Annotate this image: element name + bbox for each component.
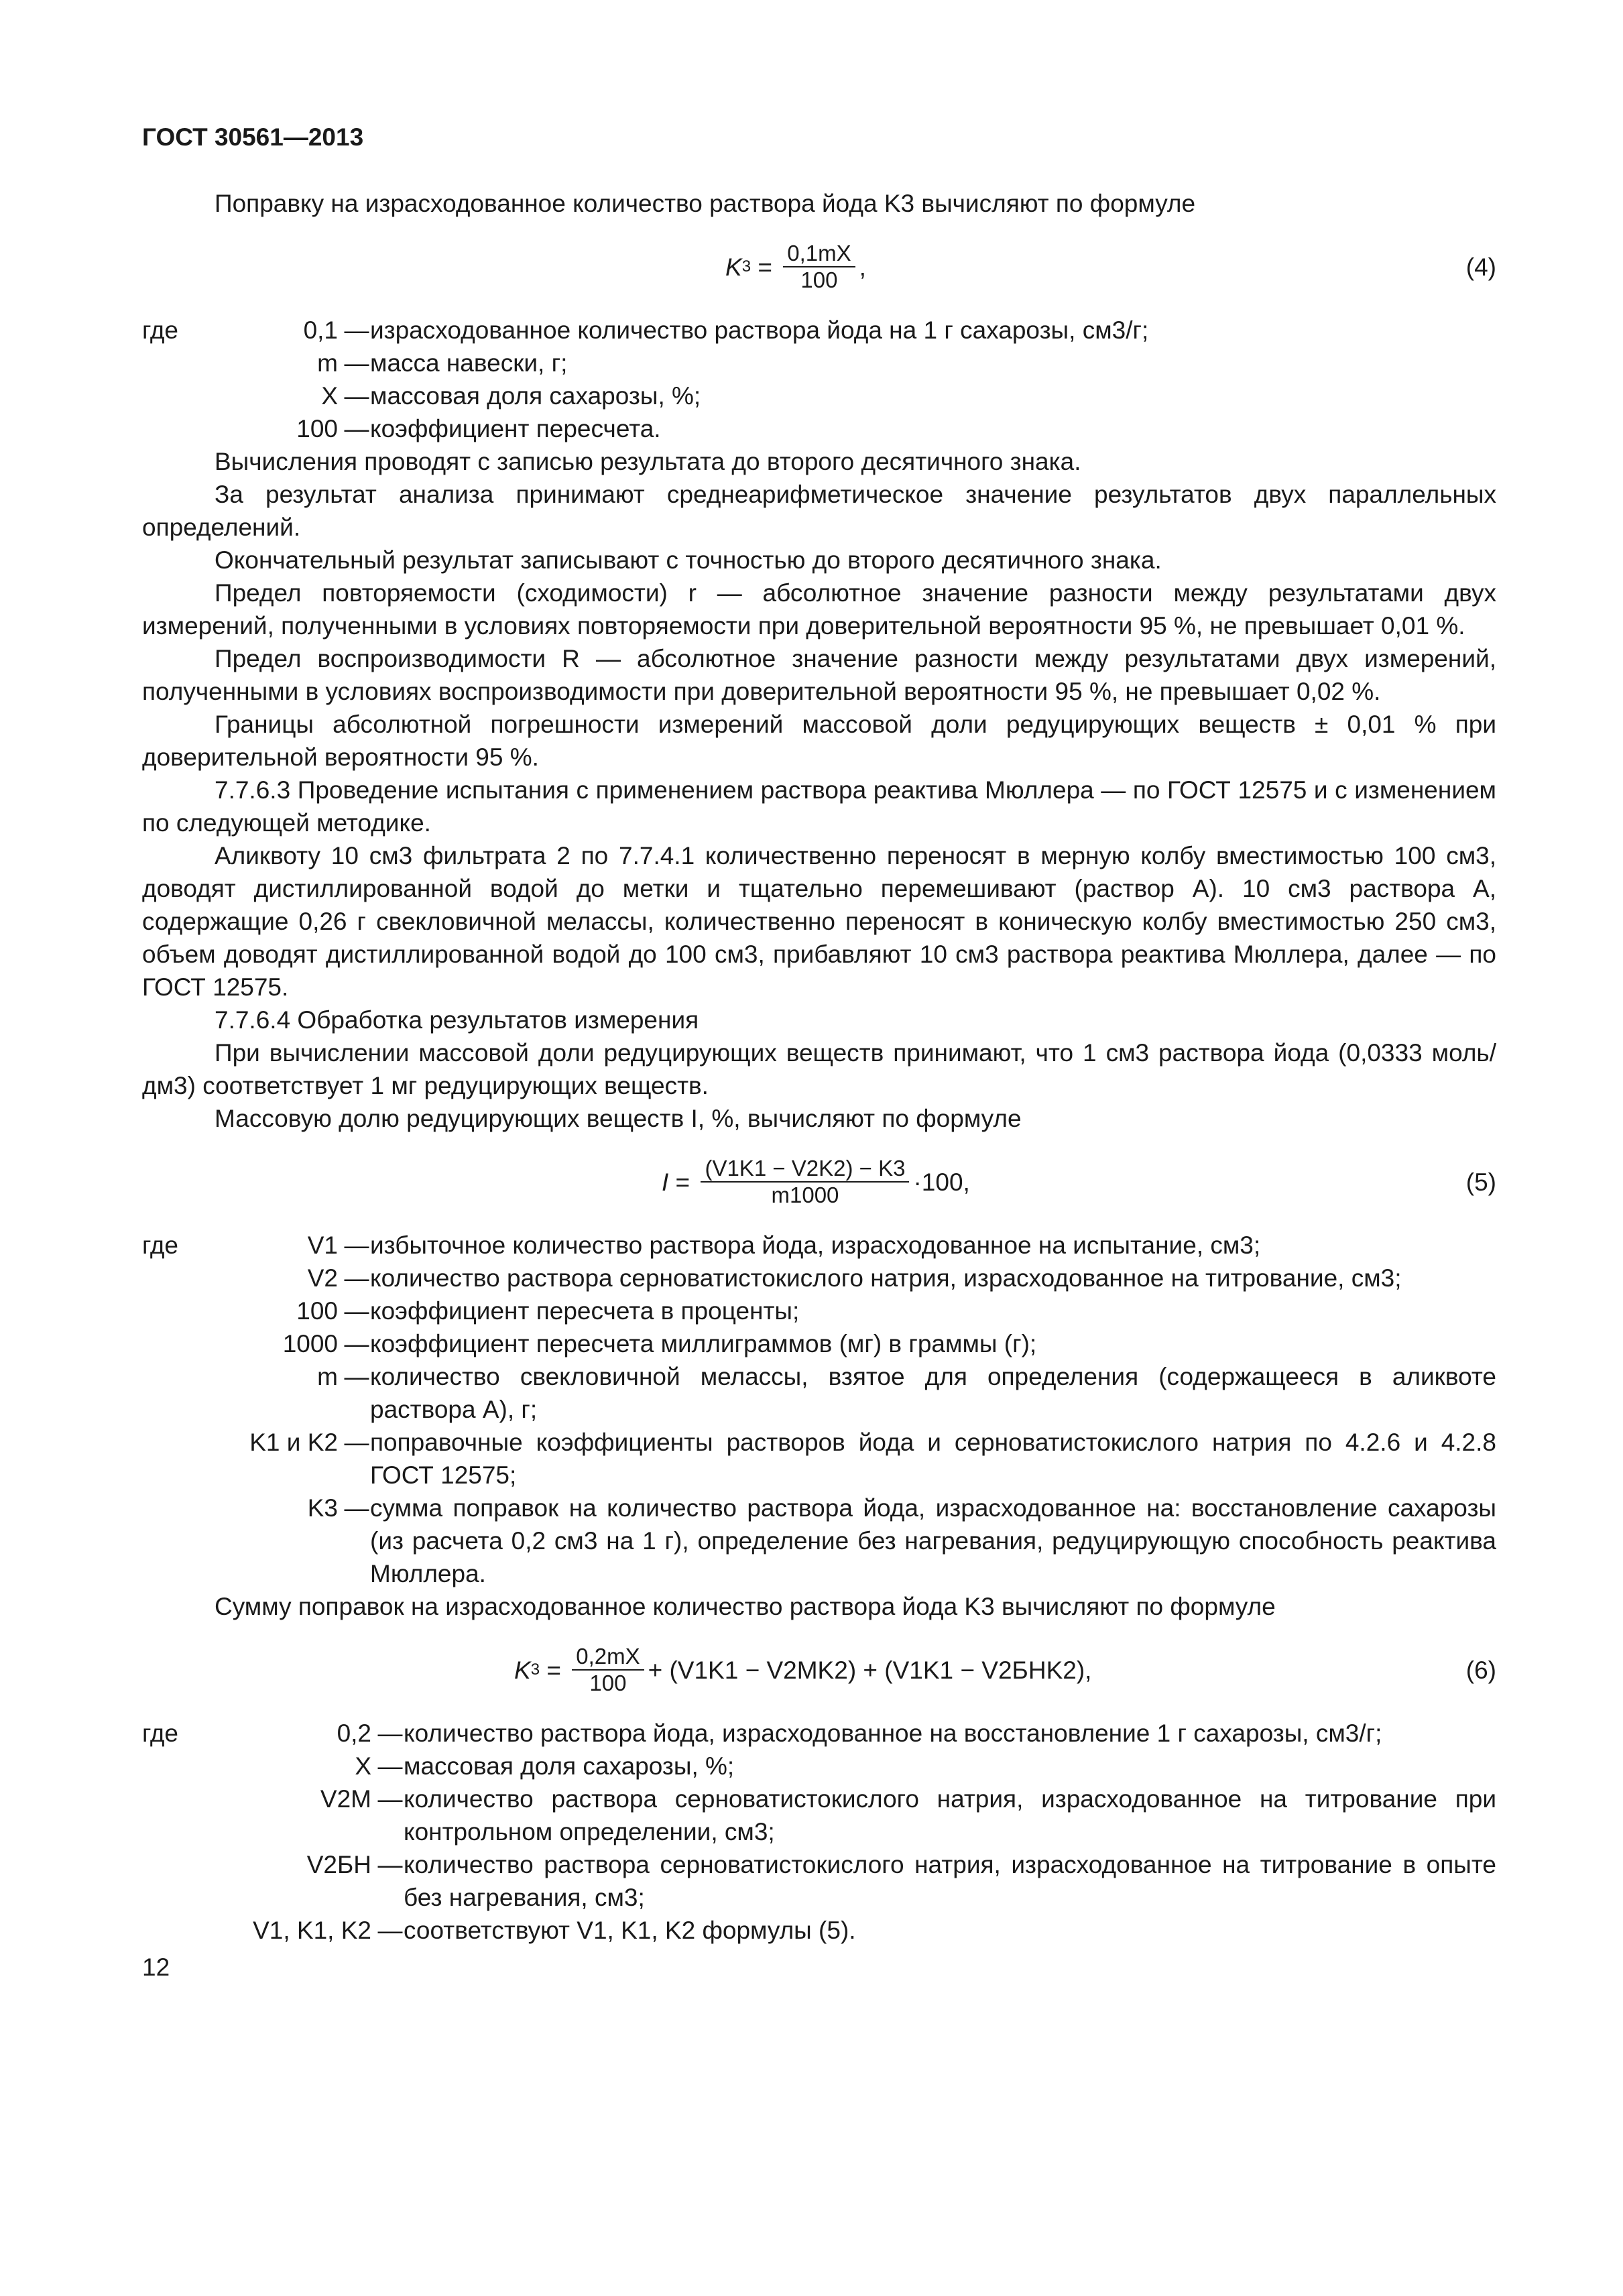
section-7-7-6-4-title: 7.7.6.4 Обработка результатов измерения bbox=[215, 1006, 699, 1034]
where-row: V1, K1, K2 — соответствуют V1, K1, K2 формулы (5). bbox=[142, 1914, 1496, 1947]
formula-4: K 3 = $\frac{0,1mX}{100}$ , (4) bbox=[725, 241, 1496, 292]
formula-4-denominator: 100 bbox=[800, 267, 838, 292]
where-row: 100 — коэффициент пересчета. bbox=[142, 412, 1496, 445]
paragraph: Предел повторяемости (сходимости) r — абсолютное значение разности между результатами двух измерений, полученными в условиях повторяемости при доверительной вероятности 95 %, не превышает 0,01 %. bbox=[142, 579, 1496, 640]
where-definition: коэффициент пересчета в проценты; bbox=[370, 1297, 800, 1325]
paragraph: Границы абсолютной погрешности измерений массовой доли редуцирующих веществ ± 0,01 % при доверительной вероятности 95 %. bbox=[142, 711, 1496, 771]
where-symbol: K3 bbox=[307, 1494, 338, 1522]
page-number: 12 bbox=[142, 1953, 170, 1981]
where-word: где bbox=[142, 1719, 179, 1747]
section-7-7-6-3: 7.7.6.3 Проведение испытания с применением раствора реактива Мюллера — по ГОСТ 12575 и с изменением по следующей методике. bbox=[142, 776, 1496, 837]
paragraph: Поправку на израсходованное количество раствора йода K3 вычисляют по формуле bbox=[215, 190, 1196, 217]
formula-6-fraction bbox=[572, 1644, 644, 1696]
where-definition: поправочные коэффициенты растворов йода и серноватистокислого натрия по 4.2.6 и 4.2.8 ГОСТ 12575; bbox=[370, 1429, 1496, 1489]
where-row: K3 — сумма поправок на количество раствора йода, израсходованное на: восстановление сахарозы (из расчета 0,2 см3 на 1 г), определение без нагревания, редуцирующую способность реактива Мюллера. bbox=[142, 1492, 1496, 1590]
where-symbol: 1000 bbox=[282, 1330, 338, 1357]
where-row: 1000 — коэффициент пересчета миллиграммов (мг) в граммы (г); bbox=[142, 1327, 1496, 1360]
formula-6-tail: + (V1K1 − V2MK2) + (V1K1 − V2БНK2), bbox=[648, 1656, 1092, 1684]
formula-5-tail: ·100, bbox=[913, 1168, 970, 1196]
where-symbol: V1, K1, K2 bbox=[253, 1917, 371, 1944]
where-definition: сумма поправок на количество раствора йода, израсходованное на: восстановление сахарозы (из расчета 0,2 см3 на 1 г), определение без нагревания, редуцирующую способность реактива Мюллера. bbox=[370, 1494, 1496, 1587]
paragraph: Массовую долю редуцирующих веществ I, %, вычисляют по формуле bbox=[215, 1105, 1022, 1132]
where-row: X — массовая доля сахарозы, %; bbox=[142, 379, 1496, 412]
where-definition: коэффициент пересчета. bbox=[370, 415, 661, 442]
where-row: K1 и K2 — поправочные коэффициенты растворов йода и серноватистокислого натрия по 4.2.6 и 4.2.8 ГОСТ 12575; bbox=[142, 1426, 1496, 1492]
where-word: где bbox=[142, 316, 179, 344]
where-list-5 bbox=[142, 1229, 1496, 1590]
standard-header: ГОСТ 30561—2013 bbox=[142, 123, 364, 151]
where-definition: израсходованное количество раствора йода на 1 г сахарозы, см3/г; bbox=[370, 316, 1149, 344]
paragraph: Вычисления проводят с записью результата до второго десятичного знака. bbox=[215, 448, 1081, 475]
formula-4-numerator: 0,1mX bbox=[783, 241, 855, 267]
where-symbol: 100 bbox=[296, 415, 338, 442]
where-definition: количество раствора серноватистокислого натрия, израсходованное на титрование в опыте без нагревания, см3; bbox=[404, 1851, 1496, 1911]
where-symbol: m bbox=[317, 1363, 338, 1390]
where-row: m — количество свекловичной мелассы, взятое для определения (содержащееся в аликвоте раствора А), г; bbox=[142, 1360, 1496, 1426]
formula-6-denominator: 100 bbox=[589, 1671, 627, 1695]
where-symbol: V2БН bbox=[306, 1851, 371, 1878]
page-content bbox=[142, 121, 1496, 1984]
where-row: V2M — количество раствора серноватистокислого натрия, израсходованное на титрование при контрольном определении, см3; bbox=[142, 1783, 1496, 1848]
where-definition: избыточное количество раствора йода, израсходованное на испытание, см3; bbox=[370, 1231, 1261, 1259]
where-symbol: m bbox=[317, 349, 338, 377]
where-definition: массовая доля сахарозы, %; bbox=[404, 1752, 735, 1780]
where-definition: количество раствора йода, израсходованное на восстановление 1 г сахарозы, см3/г; bbox=[404, 1719, 1382, 1747]
formula-6-numerator: 0,2mX bbox=[572, 1644, 644, 1671]
where-symbol: X bbox=[355, 1752, 371, 1780]
where-row: X — массовая доля сахарозы, %; bbox=[142, 1750, 1496, 1783]
formula-6-number: (6) bbox=[1465, 1656, 1496, 1684]
paragraph: При вычислении массовой доли редуцирующих веществ принимают, что 1 см3 раствора йода (0,0333 моль/дм3) соответствует 1 мг редуцирующих веществ. bbox=[142, 1039, 1496, 1099]
formula-4-fraction bbox=[783, 241, 855, 293]
where-symbol: 0,1 bbox=[303, 316, 338, 344]
where-definition: количество раствора серноватистокислого натрия, израсходованное на титрование, см3; bbox=[370, 1264, 1402, 1292]
where-symbol: V2M bbox=[320, 1785, 371, 1813]
formula-5-fraction bbox=[701, 1156, 909, 1208]
where-symbol: K1 и K2 bbox=[249, 1429, 338, 1456]
where-row: где 0,1 — израсходованное количество раствора йода на 1 г сахарозы, см3/г; bbox=[142, 314, 1496, 347]
paragraph: За результат анализа принимают среднеарифметическое значение результатов двух параллельных определений. bbox=[142, 481, 1496, 541]
where-row: m — масса навески, г; bbox=[142, 347, 1496, 379]
where-symbol: X bbox=[321, 382, 338, 410]
formula-5-denominator: m1000 bbox=[771, 1183, 839, 1207]
where-word: где bbox=[142, 1231, 179, 1259]
formula-5-numerator: (V1K1 − V2K2) − K3 bbox=[701, 1156, 909, 1183]
where-definition: массовая доля сахарозы, %; bbox=[370, 382, 701, 410]
where-row: где V1 — избыточное количество раствора йода, израсходованное на испытание, см3; bbox=[142, 1229, 1496, 1262]
formula-6: K 3 = $\frac{0,2mX}{100}$ + (V1K1 − V2MK2) + (V1K1 − V2БНK2), (6) bbox=[514, 1644, 1496, 1695]
where-definition: соответствуют V1, K1, K2 формулы (5). bbox=[404, 1917, 856, 1944]
paragraph: Аликвоту 10 см3 фильтрата 2 по 7.7.4.1 количественно переносят в мерную колбу вместимостью 100 см3, доводят дистиллированной водой до метки и тщательно перемешивают (раствор А). 10 см3 раствора А, содержащие 0,26 г свекловичной мелассы, количественно переносят в коническую колбу вместимостью 250 см3, объем доводят дистиллированной водой до 100 см3, прибавляют 10 см3 раствора реактива Мюллера, далее — по ГОСТ 12575. bbox=[142, 842, 1496, 1001]
where-symbol: 100 bbox=[296, 1297, 338, 1325]
formula-4-number: (4) bbox=[1465, 253, 1496, 281]
formula-5-number: (5) bbox=[1465, 1168, 1496, 1196]
where-row: где 0,2 — количество раствора йода, израсходованное на восстановление 1 г сахарозы, см3/г; bbox=[142, 1717, 1496, 1750]
formula-5: I = $\frac{(V1K1 - V2K2) - K3}{m1000}$ ·100, (5) bbox=[662, 1156, 1496, 1207]
paragraph: Окончательный результат записывают с точностью до второго десятичного знака. bbox=[215, 546, 1162, 574]
paragraph: Предел воспроизводимости R — абсолютное значение разности между результатами двух измерений, полученными в условиях воспроизводимости при доверительной вероятности 95 %, не превышает 0,02 %. bbox=[142, 645, 1496, 705]
where-symbol: V1 bbox=[307, 1231, 338, 1259]
where-definition: коэффициент пересчета миллиграммов (мг) в граммы (г); bbox=[370, 1330, 1037, 1357]
where-symbol: 0,2 bbox=[337, 1719, 371, 1747]
where-definition: масса навески, г; bbox=[370, 349, 568, 377]
where-symbol: V2 bbox=[307, 1264, 338, 1292]
where-row: 100 — коэффициент пересчета в проценты; bbox=[142, 1294, 1496, 1327]
where-list-4 bbox=[142, 314, 1496, 445]
paragraph: Сумму поправок на израсходованное количество раствора йода K3 вычисляют по формуле bbox=[215, 1593, 1276, 1620]
where-list-6 bbox=[142, 1717, 1496, 1947]
where-row: V2 — количество раствора серноватистокислого натрия, израсходованное на титрование, см3; bbox=[142, 1262, 1496, 1294]
where-definition: количество раствора серноватистокислого натрия, израсходованное на титрование при контрольном определении, см3; bbox=[404, 1785, 1496, 1846]
where-definition: количество свекловичной мелассы, взятое для определения (содержащееся в аликвоте раствора А), г; bbox=[370, 1363, 1496, 1423]
where-row: V2БН — количество раствора серноватистокислого натрия, израсходованное на титрование в опыте без нагревания, см3; bbox=[142, 1848, 1496, 1914]
